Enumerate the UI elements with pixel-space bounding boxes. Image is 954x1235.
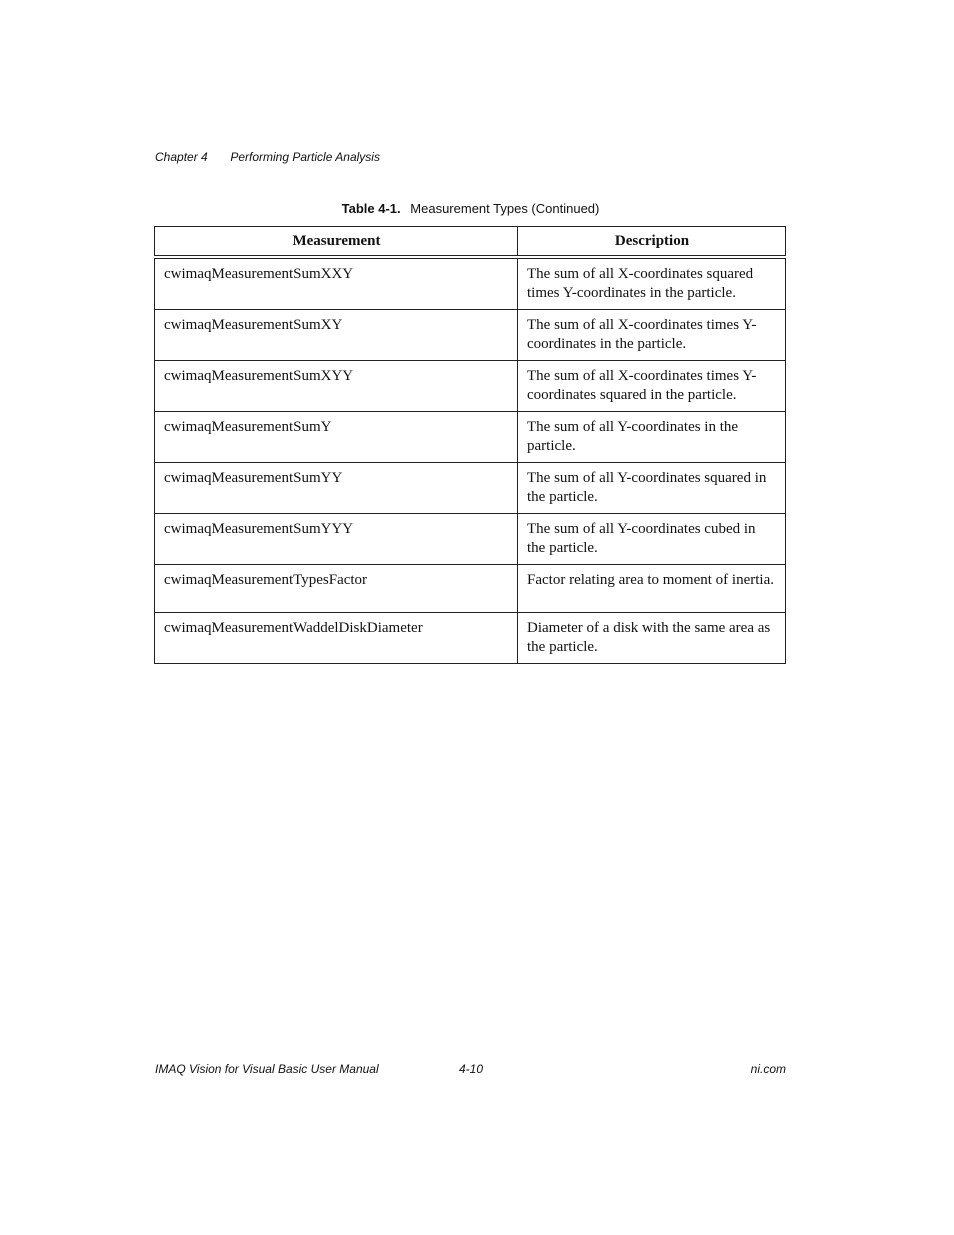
description-cell: The sum of all Y-coordinates in the particle. [518, 412, 786, 463]
page-number: 4-10 [459, 1062, 484, 1076]
description-cell: The sum of all X-coordinates times Y-coordinates in the particle. [518, 310, 786, 361]
description-cell: Diameter of a disk with the same area as the particle. [518, 613, 786, 664]
table-row [155, 361, 786, 412]
description-cell: The sum of all Y-coordinates squared in the particle. [518, 463, 786, 514]
measurement-cell: cwimaqMeasurementTypesFactor [155, 565, 518, 613]
description-cell: The sum of all X-coordinates times Y-coordinates squared in the particle. [518, 361, 786, 412]
table-row [155, 613, 786, 664]
measurement-types-table [154, 226, 786, 664]
table-title: Measurement Types (Continued) [410, 201, 600, 216]
section-title: Performing Particle Analysis [230, 150, 380, 164]
measurement-cell: cwimaqMeasurementSumXYY [155, 361, 518, 412]
table-row [155, 565, 786, 613]
measurement-cell: cwimaqMeasurementSumY [155, 412, 518, 463]
website-link[interactable]: ni.com [750, 1062, 786, 1076]
measurement-cell: cwimaqMeasurementSumYYY [155, 514, 518, 565]
table-caption [155, 201, 786, 216]
measurement-cell: cwimaqMeasurementWaddelDiskDiameter [155, 613, 518, 664]
manual-title: IMAQ Vision for Visual Basic User Manual [155, 1062, 379, 1076]
description-cell: The sum of all Y-coordinates cubed in the particle. [518, 514, 786, 565]
table-row [155, 310, 786, 361]
table-header-row [155, 227, 786, 258]
table-number: Table 4-1. [341, 201, 401, 216]
table-row [155, 257, 786, 310]
measurement-cell: cwimaqMeasurementSumYY [155, 463, 518, 514]
description-cell: Factor relating area to moment of inertia. [518, 565, 786, 613]
table-row [155, 412, 786, 463]
measurement-cell: cwimaqMeasurementSumXY [155, 310, 518, 361]
column-header-measurement: Measurement [155, 227, 518, 258]
column-header-description: Description [518, 227, 786, 258]
chapter-label: Chapter 4 [155, 150, 208, 164]
description-cell: The sum of all X-coordinates squared times Y-coordinates in the particle. [518, 257, 786, 310]
table-row [155, 514, 786, 565]
running-header [155, 150, 380, 164]
measurement-cell: cwimaqMeasurementSumXXY [155, 257, 518, 310]
table-row [155, 463, 786, 514]
